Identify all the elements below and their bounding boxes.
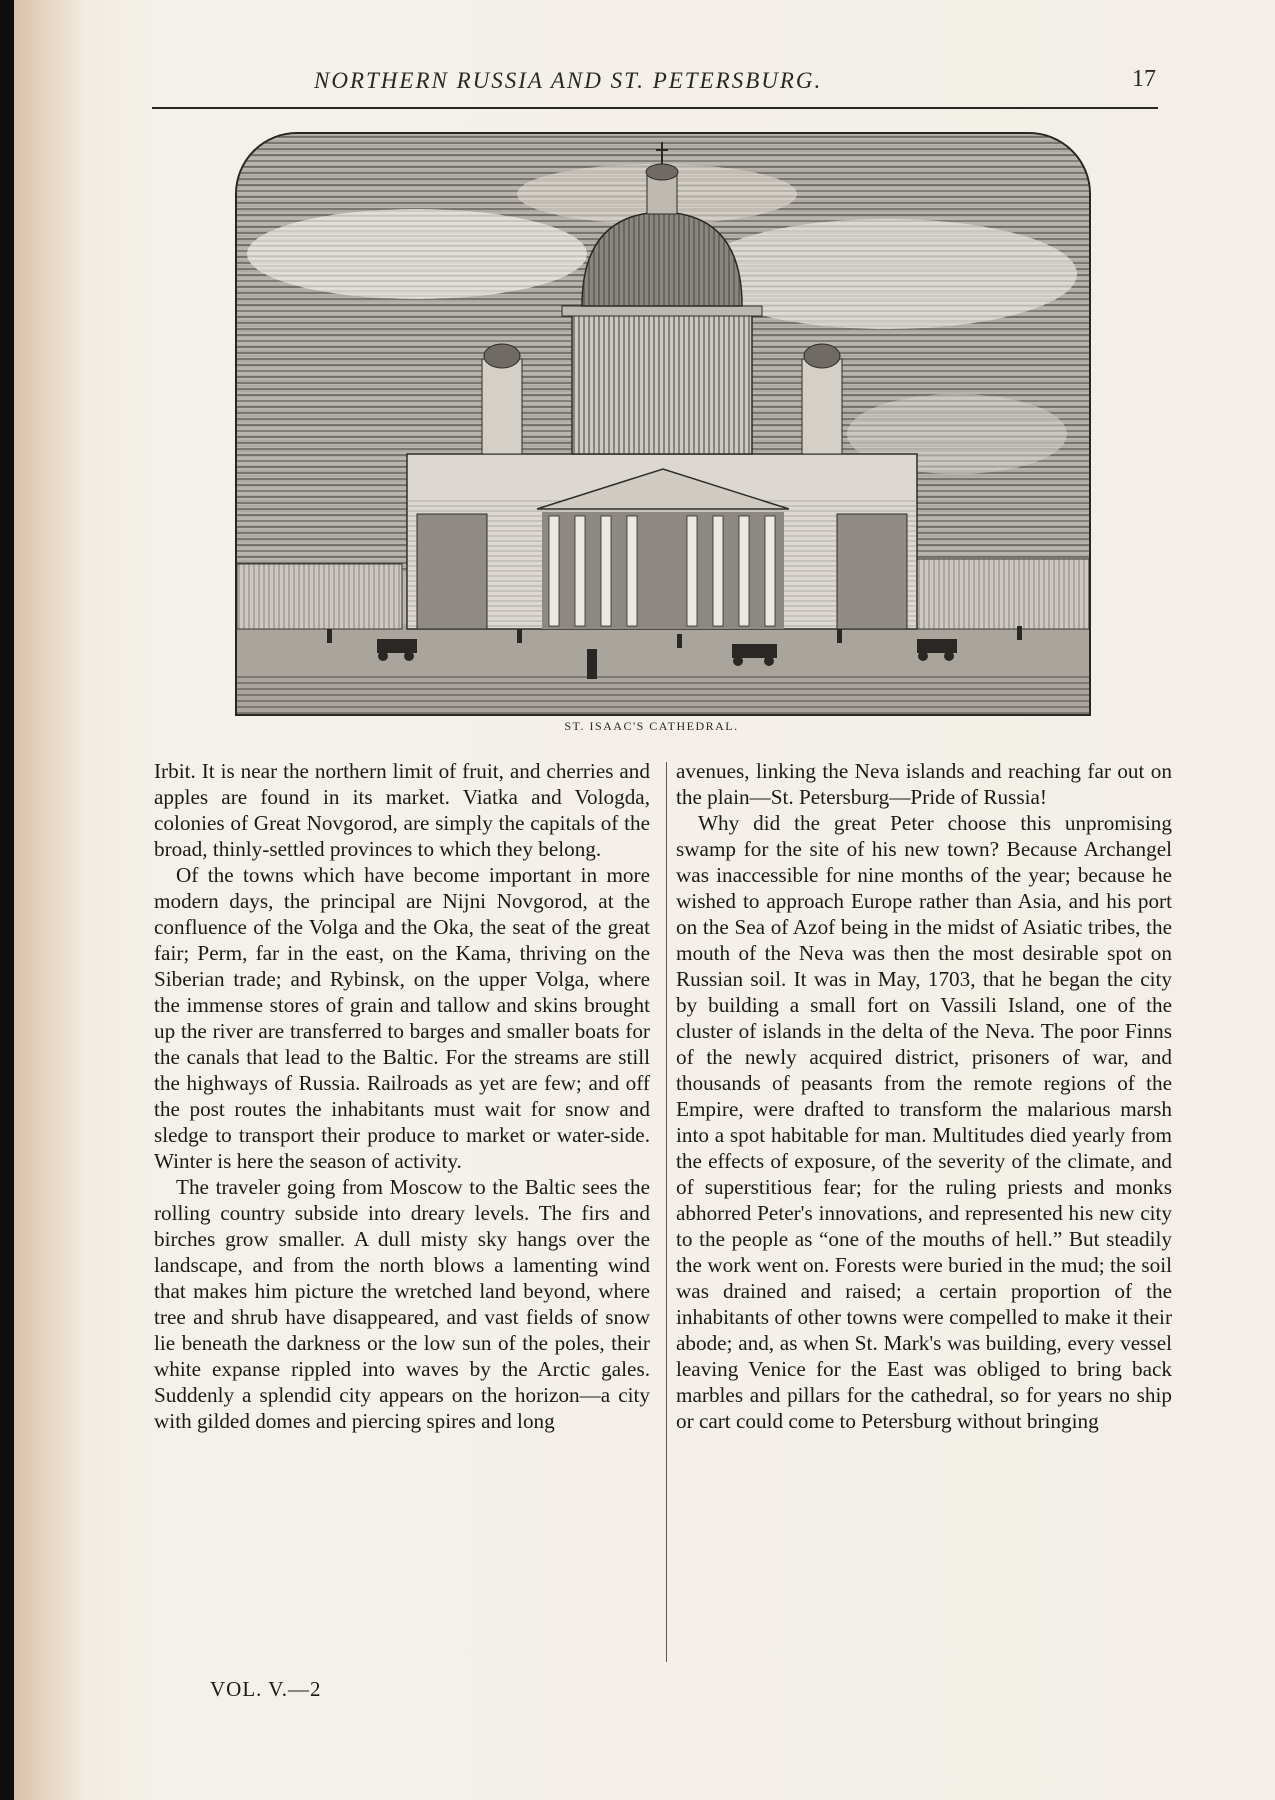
right-column [676, 758, 1172, 1434]
signature-mark: VOL. V.—2 [210, 1677, 322, 1701]
cathedral-engraving [235, 132, 1091, 716]
illustration-caption: ST. ISAAC'S CATHEDRAL. [564, 719, 739, 733]
book-page [14, 0, 1275, 1800]
left-column [154, 758, 650, 1434]
column-divider [666, 762, 667, 1662]
paragraph: avenues, linking the Neva islands and reaching far out on the plain—St. Petersburg—Pride of Russia! [676, 759, 1172, 809]
running-header: NORTHERN RUSSIA AND ST. PETERSBURG. [314, 68, 823, 93]
paragraph: Irbit. It is near the northern limit of fruit, and cherries and apples are found in its market. Viatka and Vologda, colonies of Great Novgorod, are simply the capitals of the broad, thinly-settled provinces to which they belong. [154, 759, 650, 861]
paragraph: Of the towns which have become important in more modern days, the principal are Nijni Novgorod, at the confluence of the Volga and the Oka, the seat of the great fair; Perm, far in the east, on the Kama, thriving on the Siberian trade; and Rybinsk, on the upper Volga, where the immense stores of grain and tallow and skins brought up the river are transferred to barges and smaller boats for the canals that lead to the Baltic. For the streams are still the highways of Russia. Railroads as yet are few; and off the post routes the inhabitants must wait for snow and sledge to transport their produce to market or water-side. Winter is here the season of activity. [154, 863, 650, 1173]
aged-page-edge [14, 0, 84, 1800]
header-rule [152, 107, 1158, 109]
page-number: 17 [1132, 66, 1156, 92]
paragraph: Why did the great Peter choose this unpromising swamp for the site of his new town? Because Archangel was inaccessible for nine months of the year; because he wished to approach Europe rather than Asia, and his port on the Sea of Azof being in the midst of Asiatic tribes, the mouth of the Neva was then the most desirable spot on Russian soil. It was in May, 1703, that he began the city by building a small fort on Vassili Island, one of the cluster of islands in the delta of the Neva. The poor Finns of the newly acquired district, prisoners of war, and thousands of peasants from the remote regions of the Empire, were drafted to transform the malarious marsh into a spot habitable for man. Multitudes died yearly from the effects of exposure, of the severity of the climate, and of superstitious fear; for the ruling priests and monks abhorred Peter's innovations, and represented his new city to the people as “one of the mouths of hell.” But steadily the work went on. Forests were buried in the mud; the soil was drained and raised; a certain proportion of the inhabitants of other towns were compelled to make it their abode; and, as when St. Mark's was building, every vessel leaving Venice for the East was obliged to bring back marbles and pillars for the cathedral, so for years no ship or cart could come to Petersburg without bringing [676, 811, 1172, 1433]
paragraph: The traveler going from Moscow to the Baltic sees the rolling country subside into dreary levels. The firs and birches grow smaller. A dull misty sky hangs over the landscape, and from the north blows a lamenting wind that makes him picture the wretched land beyond, where tree and shrub have disappeared, and vast fields of snow lie beneath the darkness or the low sun of the poles, their white expanse rippled into waves by the Arctic gales. Suddenly a splendid city appears on the horizon—a city with gilded domes and piercing spires and long [154, 1175, 650, 1433]
